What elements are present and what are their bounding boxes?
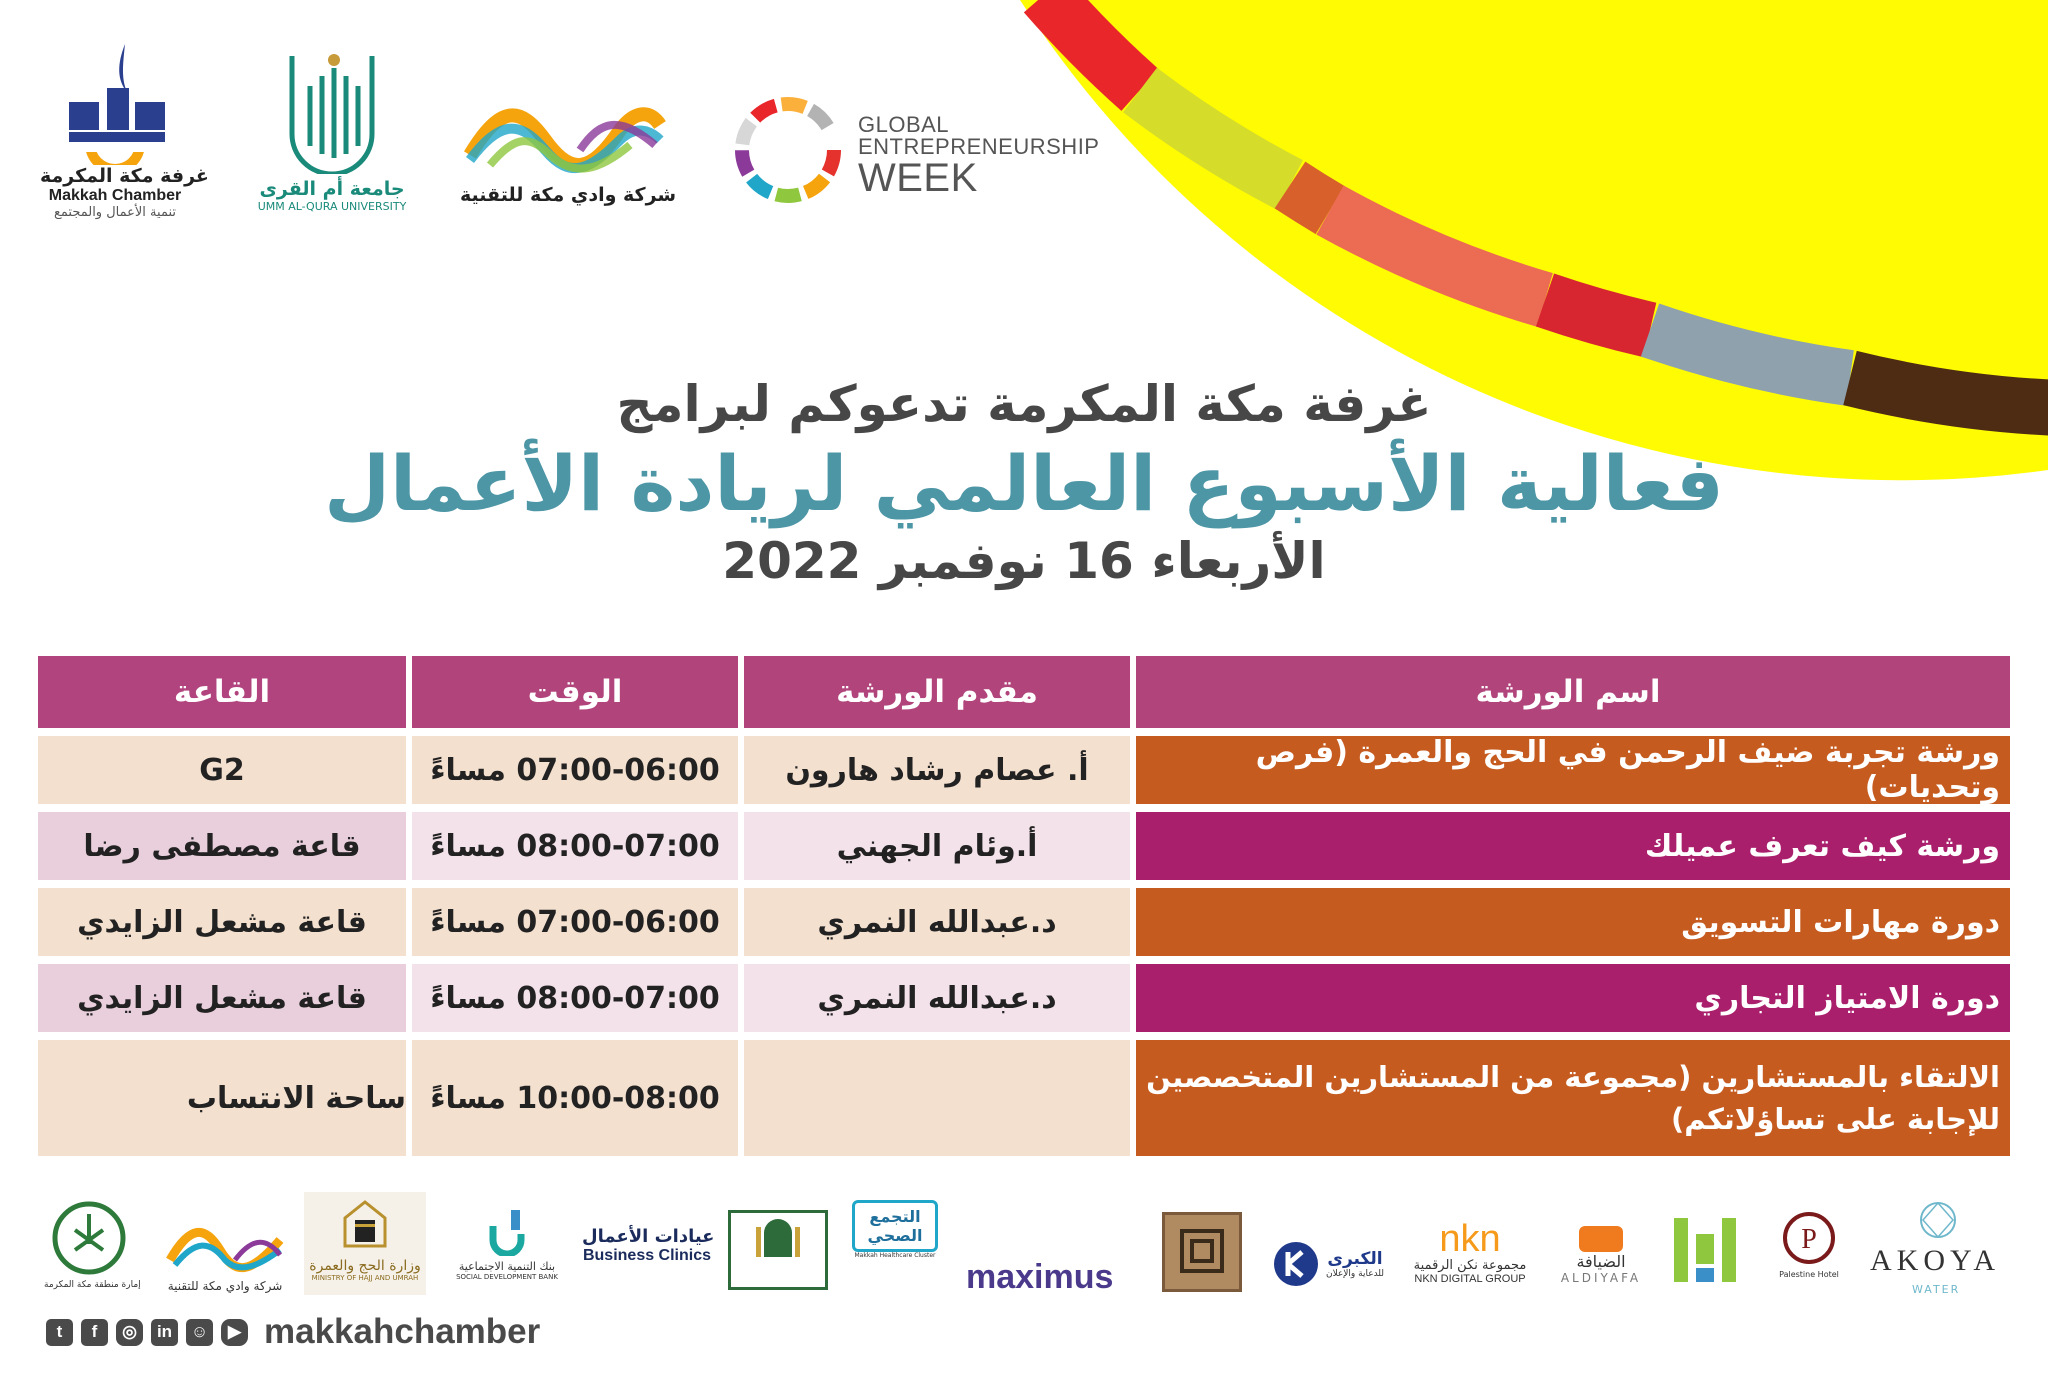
nkn-logo [1402, 1220, 1538, 1285]
aldiyafa-ar: الضيافة [1576, 1252, 1626, 1271]
row-time: 08:00-07:00 مساءً [412, 964, 738, 1032]
palestine-hotel-logo [1764, 1210, 1854, 1279]
makkah-chamber-emblem-icon [55, 40, 175, 165]
row-time: 07:00-06:00 مساءً [412, 736, 738, 804]
row-time: 08:00-07:00 مساءً [412, 812, 738, 880]
row-presenter: أ. عصام رشاد هارون [744, 736, 1130, 804]
hajj-ar: وزارة الحج والعمرة [309, 1258, 421, 1274]
sdb-en: SOCIAL DEVELOPMENT BANK [456, 1273, 558, 1281]
row-hall: قاعة مصطفى رضا [38, 812, 406, 880]
header-hall: القاعة [38, 656, 406, 728]
palestine-label: Palestine Hotel [1779, 1270, 1839, 1279]
makkah-chamber-sub: تنمية الأعمال والمجتمع [53, 205, 177, 220]
emirate-logo [44, 1200, 141, 1290]
clinics-en: Business Clinics [582, 1247, 712, 1264]
healthcare-cluster-logo [852, 1200, 938, 1259]
umm-alqura-en: UMM AL-QURA UNIVERSITY [257, 200, 407, 213]
row-presenter [744, 1040, 1130, 1156]
makkah-valley-logo [460, 100, 677, 206]
header-presenter: مقدم الورشة [744, 656, 1130, 728]
mosque-icon [748, 1213, 808, 1263]
invite-line: غرفة مكة المكرمة تدعوكم لبرامج [616, 375, 1432, 433]
kubra-ar: الكبرى [1327, 1249, 1383, 1269]
makkah-valley-ar: شركة وادي مكة للتقنية [460, 184, 677, 206]
gew-line2: ENTREPRENEURSHIP [858, 134, 1100, 159]
row-hall: قاعة مشعل الزايدي [38, 888, 406, 956]
emirate-emblem-icon [51, 1200, 127, 1276]
clinics-ar: عيادات الأعمال [582, 1226, 715, 1247]
gew-line3: WEEK [858, 156, 978, 200]
row-workshop-name: ورشة تجربة ضيف الرحمن في الحج والعمرة (فرص وتحديات) [1136, 736, 2010, 804]
snapchat-icon[interactable]: ☺ [186, 1319, 213, 1346]
valley-footer-logo [160, 1225, 290, 1293]
twitter-icon[interactable]: t [46, 1319, 73, 1346]
aldiyafa-logo [1548, 1226, 1654, 1285]
umm-alqura-ar: جامعة أم القرى [259, 178, 405, 200]
gew-logo [728, 90, 1100, 220]
makkah-chamber-logo [40, 40, 209, 220]
social-handle[interactable]: makkahchamber [264, 1312, 541, 1351]
row-presenter: د.عبدالله النمري [744, 888, 1130, 956]
hajj-ministry-logo [304, 1192, 426, 1295]
bronze-logo [1162, 1212, 1242, 1292]
kaaba-icon [335, 1198, 395, 1254]
hotel-crest-icon [1781, 1210, 1837, 1266]
schedule-table [38, 656, 2010, 1164]
linkedin-icon[interactable]: in [151, 1319, 178, 1346]
valley-footer-label: شركة وادي مكة للتقنية [167, 1279, 283, 1293]
row-hall: ساحة الانتساب [38, 1040, 406, 1156]
umm-alqura-logo [252, 46, 412, 213]
emirate-label: إمارة منطقة مكة المكرمة [44, 1280, 141, 1290]
gew-ring-icon [728, 90, 848, 210]
valley-wave-icon [165, 1225, 285, 1275]
council-logo [728, 1210, 828, 1290]
table-row [38, 1040, 2010, 1156]
akoya-sub: WATER [1912, 1283, 1961, 1296]
sdb-logo [444, 1206, 570, 1281]
table-row [38, 888, 2010, 956]
sdb-ar: بنك التنمية الاجتماعية [458, 1260, 556, 1273]
row-hall: قاعة مشعل الزايدي [38, 964, 406, 1032]
row-hall: G2 [38, 736, 406, 804]
header-workshop-name: اسم الورشة [1136, 656, 2010, 728]
row-workshop-name: دورة الامتياز التجاري [1136, 964, 2010, 1032]
makkah-chamber-en: Makkah Chamber [48, 187, 182, 204]
table-row [38, 812, 2010, 880]
umm-alqura-emblem-icon [282, 46, 382, 174]
row-workshop-name: ورشة كيف تعرف عميلك [1136, 812, 2010, 880]
event-title: فعالية الأسبوع العالمي لريادة الأعمال [324, 439, 1724, 528]
row-workshop-name [1136, 1040, 2010, 1156]
healthcare-en: Makkah Healthcare Cluster [854, 1252, 936, 1260]
nkn-ar: مجموعة نكن الرقمية [1413, 1258, 1527, 1273]
row-workshop-name: دورة مهارات التسويق [1136, 888, 2010, 956]
table-row [38, 964, 2010, 1032]
row-presenter: أ.وئام الجهني [744, 812, 1130, 880]
calligraphy-icon [1172, 1221, 1232, 1281]
facebook-icon[interactable]: f [81, 1319, 108, 1346]
akoya-logo: AKOYA [1870, 1244, 2000, 1277]
row-time: 07:00-06:00 مساءً [412, 888, 738, 956]
row-time: 10:00-08:00 مساءً [412, 1040, 738, 1156]
akoya-drop-icon [1918, 1200, 1958, 1240]
kubra-k-icon [1272, 1240, 1320, 1288]
healthcare-ar: التجمع الصحي [867, 1207, 923, 1246]
row-workshop-name-line1: الالتقاء بالمستشارين (مجموعة من المستشارين المتخصصين [1146, 1059, 2000, 1094]
qaf-icon [1672, 1204, 1740, 1290]
nkn-mark: nkn [1439, 1218, 1501, 1260]
sdb-emblem-icon [485, 1206, 529, 1256]
qaf-logo [1672, 1204, 1740, 1290]
gew-line1: GLOBAL [858, 112, 950, 137]
row-presenter: د.عبدالله النمري [744, 964, 1130, 1032]
hajj-en: MINISTRY OF HAJJ AND UMRAH [311, 1274, 419, 1282]
social-bar [46, 1312, 540, 1352]
svg-text:P: P [1801, 1224, 1817, 1255]
aldiyafa-en: ALDIYAFA [1560, 1271, 1642, 1285]
nkn-en: NKN DIGITAL GROUP [1414, 1273, 1526, 1285]
kubra-sub: للدعاية والإعلان [1325, 1269, 1385, 1279]
row-workshop-name-line2: للإجابة على تساؤلاتكم) [1670, 1102, 2000, 1136]
makkah-valley-wave-icon [460, 100, 670, 180]
business-clinics-logo [582, 1226, 715, 1265]
event-headings [0, 375, 2048, 590]
youtube-icon[interactable]: ▶ [221, 1319, 248, 1346]
kubra-logo [1268, 1240, 1388, 1288]
table-header-row [38, 656, 2010, 728]
makkah-chamber-ar: غرفة مكة المكرمة [40, 165, 209, 187]
event-date: الأربعاء 16 نوفمبر 2022 [722, 532, 1326, 590]
instagram-icon[interactable]: ◎ [116, 1319, 143, 1346]
header-time: الوقت [412, 656, 738, 728]
table-row [38, 736, 2010, 804]
aldiyafa-icon [1579, 1226, 1623, 1252]
maximus-logo: maximus [966, 1258, 1114, 1296]
